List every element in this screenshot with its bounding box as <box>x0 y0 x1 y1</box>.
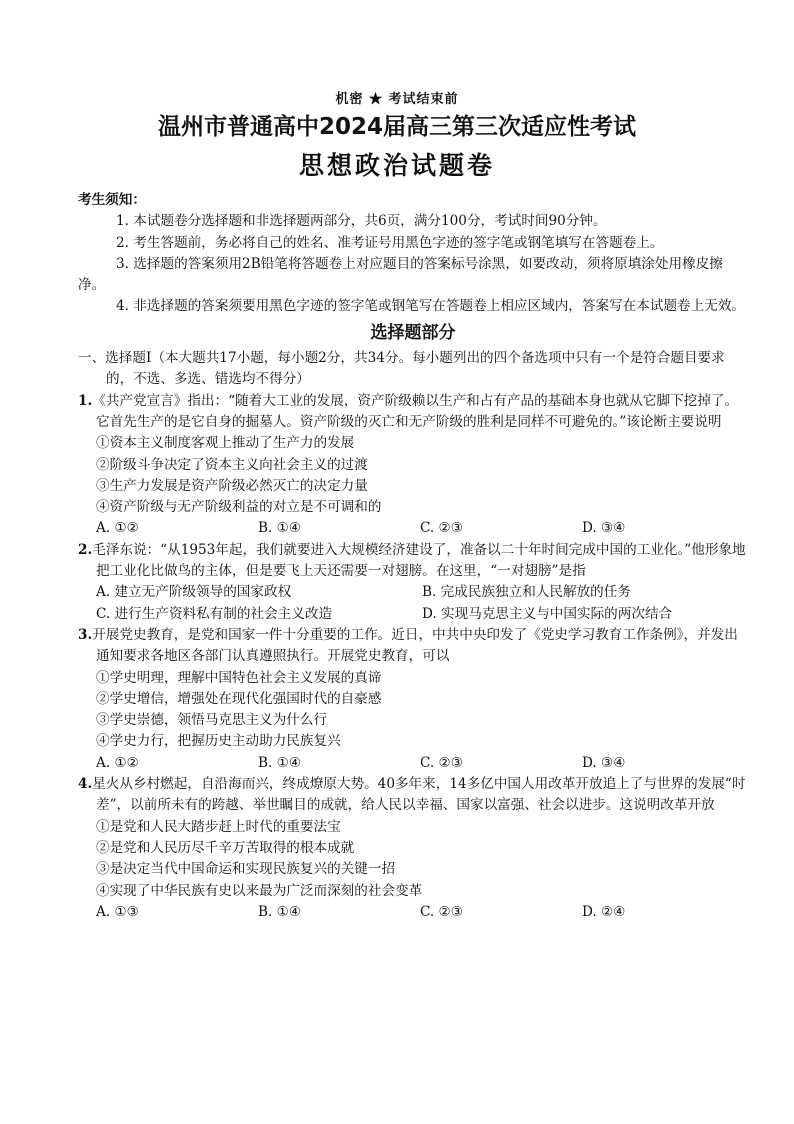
statement: ③生产力发展是资产阶级必然灭亡的决定力量 <box>96 477 368 494</box>
question-4 <box>78 774 748 923</box>
statement: ④资产阶级与无产阶级利益的对立是不可调和的 <box>96 499 382 516</box>
choice-c[interactable]: C. ②③ <box>420 903 463 920</box>
choice-d[interactable]: D. 实现马克思主义与中国实际的两次结合 <box>422 605 673 622</box>
section-title: 选择题部分 <box>370 322 456 343</box>
statement: ③学史崇德，领悟马克思主义为什么行 <box>96 712 328 729</box>
question-stem: 1.《共产党宣言》指出：“随着大工业的发展，资产阶级赖以生产和占有产品的基础本身也就从它脚下挖掉了。它首先生产的是它自身的掘墓人。资产阶级的灭亡和无产阶级的胜利是同样不可避免的。”该论断主要说明 <box>78 392 739 430</box>
statement: ④实现了中华民族有史以来最为广泛而深刻的社会变革 <box>96 882 423 899</box>
question-2 <box>78 540 748 625</box>
choice-c[interactable]: C. ②③ <box>420 520 463 537</box>
choice-a[interactable]: A. 建立无产阶级领导的国家政权 <box>96 584 292 601</box>
notice-item: 4. 非选择题的答案须要用黑色字迹的签字笔或钢笔写在答题卷上相应区域内，答案写在本试题卷上无效。 <box>116 298 746 315</box>
statement: ①是党和人民大踏步赶上时代的重要法宝 <box>96 818 341 835</box>
statement: ③是决定当代中国命运和实现民族复兴的关键一招 <box>96 861 396 878</box>
choice-d[interactable]: D. ③④ <box>582 754 626 771</box>
notice-item: 3. 选择题的答案须用2B铅笔将答题卷上对应题目的答案标号涂黑，如要改动，须将原填涂处用橡皮擦净。 <box>78 255 723 294</box>
choice-a[interactable]: A. ①③ <box>96 903 139 920</box>
notice-heading: 考生须知： <box>78 192 146 208</box>
question-3 <box>78 625 748 774</box>
question-stem: 4.星火从乡村燃起，自沿海而兴，终成燎原大势。40多年来，14多亿中国人用改革开放追上了与世界的发展“时差”，以前所未有的跨越、举世瞩目的成就，给人民以幸福、国家以富强、社会以进步。这说明改革开放 <box>78 776 746 814</box>
statement: ①学史明理，理解中国特色社会主义发展的真谛 <box>96 669 382 686</box>
paper-content <box>78 190 748 923</box>
answer-choices <box>96 518 748 539</box>
statement: ②是党和人民历尽千辛万苦取得的根本成就 <box>96 839 355 856</box>
choice-b[interactable]: B. 完成民族独立和人民解放的任务 <box>422 584 631 601</box>
notice-item: 2. 考生答题前，务必将自己的姓名、准考证号用黑色字迹的签字笔或钢笔填写在答题卷上。 <box>116 234 664 251</box>
answer-choices <box>96 582 748 625</box>
confidential-label: 机密 ★ 考试结束前 <box>335 92 459 107</box>
choice-c[interactable]: C. ②③ <box>420 754 463 771</box>
statement: ④学史力行，把握历史主动助力民族复兴 <box>96 733 341 750</box>
choice-a[interactable]: A. ①② <box>96 754 139 771</box>
paper-subtitle: 思想政治试题卷 <box>298 151 495 180</box>
notice-item: 1. 本试题卷分选择题和非选择题两部分，共6页，满分100分，考试时间90分钟。 <box>116 213 607 230</box>
choice-b[interactable]: B. ①④ <box>258 903 302 920</box>
question-1 <box>78 391 748 540</box>
choice-d[interactable]: D. ②④ <box>582 903 626 920</box>
statement: ①资本主义制度客观上推动了生产力的发展 <box>96 435 355 452</box>
choice-c[interactable]: C. 进行生产资料私有制的社会主义改造 <box>96 605 333 622</box>
answer-choices <box>96 753 748 774</box>
choice-b[interactable]: B. ①④ <box>258 520 302 537</box>
exam-title: 温州市普通高中2024届高三第三次适应性考试 <box>157 114 636 140</box>
choice-d[interactable]: D. ③④ <box>582 520 626 537</box>
question-stem: 2.毛泽东说：“从1953年起，我们就要进入大规模经济建设了，准备以二十年时间完成中国的工业化。”他形象地把工业化比做鸟的主体，但是要飞上天还需要一对翅膀。在这里，“一对翅膀”是指 <box>78 541 746 580</box>
choice-a[interactable]: A. ①② <box>96 520 139 537</box>
statement: ②阶级斗争决定了资本主义向社会主义的过渡 <box>96 456 368 473</box>
candidate-notice <box>78 190 748 318</box>
part-heading: 一、选择题Ⅰ（本大题共17小题，每小题2分，共34分。每小题列出的四个备选项中只有一个是符合题目要求的，不选、多选、错选均不得分） <box>78 350 725 388</box>
choice-b[interactable]: B. ①④ <box>258 754 302 771</box>
statement: ②学史增信，增强处在现代化强国时代的自豪感 <box>96 690 382 707</box>
question-stem: 3.开展党史教育，是党和国家一件十分重要的工作。近日，中共中央印发了《党史学习教育工作条例》，并发出通知要求各地区各部门认真遵照执行。开展党史教育，可以 <box>78 626 738 665</box>
answer-choices <box>96 902 748 923</box>
